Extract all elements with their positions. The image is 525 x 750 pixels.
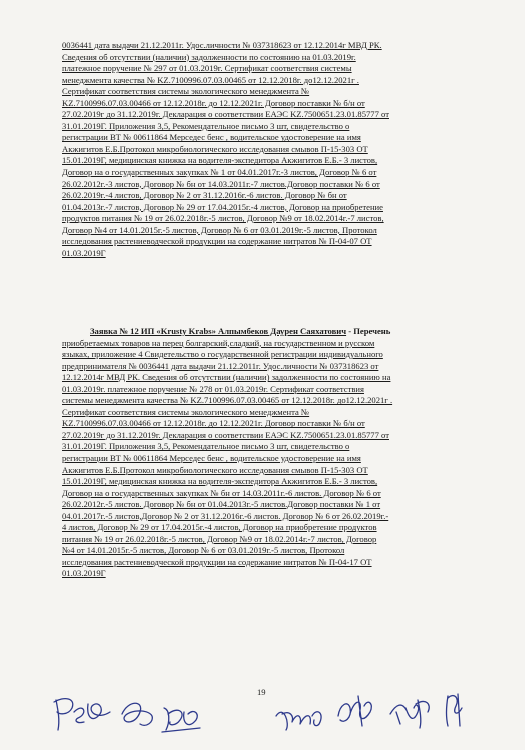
text-line: Сертификат соответствия системы экологического менеджмента № (62, 406, 310, 417)
text-line: 31.01.2019Г. Приложения 3,5, Рекомендательное письмо 3 шт, свидетельство о (62, 120, 350, 131)
signature-4 (272, 694, 330, 736)
text-line: Договор №4 от 14.01.2015г.-5 листов, Договор № 6 от 03.01.2019г.-5 листов, Протокол (62, 224, 377, 235)
signature-5 (332, 690, 380, 734)
text-line: языках, приложение 4 Свидетельство о государственной регистрации индивидуального (62, 349, 383, 360)
text-line: 26.02.2019г.-4 листов, Договор № 2 от 31.12.2016г.-6 листов. Договор № бн от (62, 190, 347, 201)
text-line: исследования растениеводческой продукции на содержание нитратов № П-04-17 ОТ (62, 556, 372, 567)
application-heading: Заявка № 12 ИП «Krusty Krabs» Алпымбеков Даурен Саяхатович (90, 326, 347, 336)
text-line: регистрации ВТ № 00611864 Мерседес бенс , водительское удостоверение на имя (62, 132, 361, 143)
text-line: 01.03.2019г. платежное поручение № 278 от 01.03.2019г. Сертификат соответствия (62, 383, 364, 394)
text-line: предпринимателя № 0036441 дата выдачи 21.12.2011г. Удос.личности № 037318623 от (62, 360, 379, 371)
text-line: платежное поручение № 297 от 01.03.2019г. Сертификат соответствия системы (62, 63, 352, 74)
text-line: Договор на о государственных закупках № 1 от 04.01.2017г.-3 листов, Договор № 6 от (62, 167, 377, 178)
text-line: 01.03.2019Г (62, 247, 106, 258)
text-line: KZ.7100996.07.03.00466 от 12.12.2018г. до 12.12.2021г. Договор поставки № б/н от (62, 418, 365, 429)
text-line: питания № 19 от 26.02.2018г.-5 листов, Договор №9 от 18.02.2014г.-7 листов, Договор (62, 533, 377, 544)
text-line: KZ.7100996.07.03.00466 от 12.12.2018г. до 12.12.2021г. Договор поставки № б/н от (62, 97, 365, 108)
text-line: Договор на о государственных закупках № бн от 14.03.2011г.-6 листов. Договор № 6 от (62, 487, 381, 498)
text-line: 04.01.2017г.-5 листов,Договор № 2 от 31.12.2016г.-6 листов. Договор № 6 от 26.02.2019г.- (62, 510, 389, 521)
application-heading-line (62, 326, 494, 338)
signature-2 (118, 694, 158, 734)
application-heading-rest: - Перечень (346, 326, 391, 336)
text-line: 0036441 дата выдачи 21.12.2011г. Удос.личности № 037318623 от 12.12.2014г МВД РК. (62, 40, 382, 50)
application-11-continuation (62, 40, 494, 259)
text-line: 01.04.2013г.-7 листов, Договор № 29 от 17.04.2015г.-4 листов, Договор на приобретение (62, 201, 383, 212)
text-line: Акжигитов Е.Б.Протокол микробиологического исследования смывов П-15-303 ОТ (62, 464, 368, 475)
text-line: 4 листов, Договор № 29 от 17.04.2015г.-4 листов, Договор на приобретение продуктов (62, 522, 377, 533)
text-line: исследования растениеводческой продукции на содержание нитратов № П-04-07 ОТ (62, 236, 372, 247)
text-line: Сертификат соответствия системы экологического менеджмента № (62, 86, 310, 97)
text-line: 15.01.2019Г, медицинская книжка на водителя-экспедитора Акжигитов Е.Б.- 3 листов, (62, 155, 378, 166)
signature-3 (160, 700, 202, 736)
text-line: 26.02.2012г.-3 листов, Договор № бн от 14.03.2011г.-7 листов.Договор поставки № 6 от (62, 178, 380, 189)
text-line: 01.03.2019Г (62, 568, 106, 579)
text-line: приобретаемых товаров на перец болгарский,сладкий, на государственном и русском (62, 337, 375, 348)
text-line: продуктов питания № 19 от 26.02.2018г.-5 листов, Договор №9 от 18.02.2014г.-7 листов, (62, 213, 384, 224)
text-line: регистрации ВТ № 00611864 Мерседес бенс , водительское удостоверение на имя (62, 453, 361, 464)
text-line: 15.01.2019Г, медицинская книжка на водителя-экспедитора Акжигитов Е.Б.- 3 листов, (62, 476, 378, 487)
signature-7 (440, 688, 468, 732)
signature-1 (48, 690, 118, 735)
text-line: №4 от 14.01.2015г.-5 листов, Договор № 6 от 03.01.2019г.-5 листов, Протокол (62, 545, 345, 556)
application-12 (62, 326, 494, 580)
text-line: 12.12.2014г МВД РК. Сведения об отсутствии (наличии) задолженности по состоянию на (62, 372, 391, 383)
text-line: 26.02.2012г.-5 листов. Договор № бн от 01.04.2013г.-5 листов.Договор поставки № 1 от (62, 499, 381, 510)
text-line: менеджмента качества № KZ.7100996.07.03.00465 от 12.12.2018г. до12.12.2021г . (62, 74, 359, 85)
text-line: 31.01.2019Г. Приложения 3,5, Рекомендательное письмо 3 шт, свидетельство о (62, 441, 350, 452)
signature-6 (386, 690, 436, 734)
text-line: 27.02.2019г до 31.12.2019г. Декларация о соответствии ЕАЭС KZ.7500651.23.01.85777 от (62, 429, 389, 440)
text-line: 27.02.2019г до 31.12.2019г. Декларация о соответствии ЕАЭС KZ.7500651.23.01.85777 от (62, 109, 389, 120)
page-number: 19 (257, 687, 266, 697)
text-line: Сведения об отсутствии (наличии) задолженности по состоянию на 01.03.2019г. (62, 51, 356, 62)
text-line: Акжигитов Е.Б.Протокол микробиологического исследования смывов П-15-303 ОТ (62, 143, 368, 154)
text-line: системы менеджмента качества № KZ.7100996.07.03.00465 от 12.12.2018г. до12.12.2021г . (62, 395, 393, 406)
